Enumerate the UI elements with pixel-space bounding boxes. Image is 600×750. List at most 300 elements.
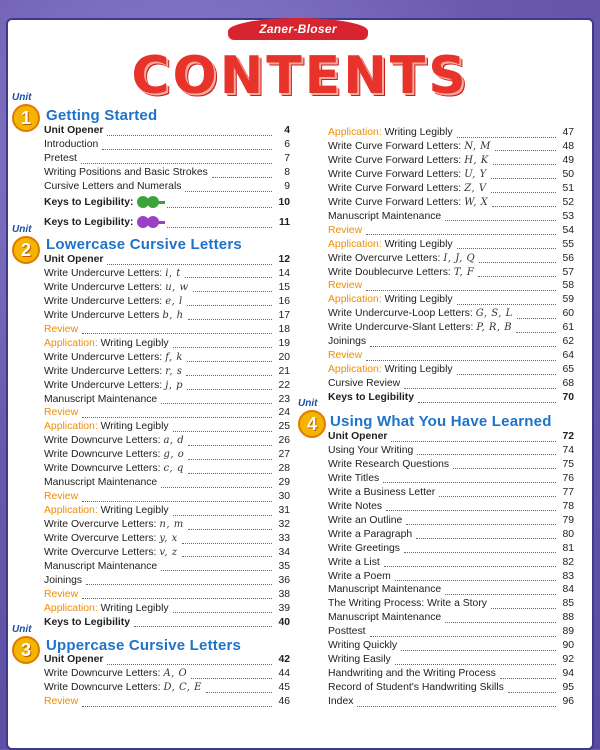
dot-leader <box>188 465 272 474</box>
entry-label: Writing Easily <box>328 654 391 666</box>
page-number: 89 <box>562 626 574 638</box>
toc-entry <box>328 458 574 472</box>
cursive-letters: W, X <box>464 196 489 208</box>
entry-title <box>44 588 78 602</box>
dot-leader <box>404 544 556 553</box>
purple-keys-icon <box>137 216 163 228</box>
toc-entry <box>44 166 290 180</box>
dot-leader <box>395 572 556 581</box>
page-number: 68 <box>562 378 574 390</box>
entry-title <box>44 281 189 295</box>
toc-entry <box>44 406 290 420</box>
entry-title <box>328 514 402 528</box>
entry-title <box>44 681 202 695</box>
page-number: 36 <box>278 574 290 586</box>
toc-entry <box>44 560 290 574</box>
entry-label: Review <box>44 407 79 419</box>
dot-leader <box>366 226 556 235</box>
page-number: 46 <box>278 696 290 707</box>
toc-entry <box>44 462 290 476</box>
page-number: 60 <box>562 308 574 320</box>
page-number: 15 <box>278 281 290 293</box>
cursive-letters: N, M <box>464 140 491 152</box>
toc-entry <box>328 625 574 639</box>
entry-label: Write Greetings <box>328 542 400 554</box>
toc-entry <box>328 321 574 335</box>
entry-title <box>44 490 78 504</box>
page-number: 27 <box>278 449 290 461</box>
dot-leader <box>191 670 272 679</box>
entry-title <box>44 393 157 407</box>
entry-label: Writing Positions and Basic Strokes <box>44 167 208 178</box>
entry-title <box>328 583 441 597</box>
entry-title <box>328 168 487 182</box>
toc-entry <box>44 124 290 138</box>
cursive-letters: g, o <box>163 449 185 461</box>
cursive-letters: r, s <box>165 365 183 377</box>
page-number: 92 <box>562 654 574 666</box>
cursive-letters: e, l <box>165 295 183 307</box>
entry-title <box>328 472 379 486</box>
entry-title <box>328 224 362 238</box>
page-number: 58 <box>562 280 574 292</box>
cursive-letters: D, C, E <box>163 682 202 693</box>
page-title: CONTENTS <box>131 46 469 106</box>
entry-label: Write Undercurve Letters: <box>44 351 163 363</box>
dot-leader <box>395 656 556 665</box>
toc-entry <box>44 379 290 393</box>
dot-leader <box>212 169 272 178</box>
entry-label: Write Downcurve Letters: <box>44 449 161 461</box>
toc-entry <box>44 653 290 667</box>
toc-entry <box>44 681 290 695</box>
entry-title <box>44 138 98 152</box>
entry-label: Write Curve Forward Letters: <box>328 140 462 152</box>
page-number: 14 <box>278 267 290 279</box>
entry-label: Keys to Legibility <box>44 616 131 628</box>
dot-leader <box>107 256 272 265</box>
entry-label: Keys to Legibility: <box>44 197 134 208</box>
page-number: 62 <box>562 336 574 348</box>
toc-entry <box>44 532 290 546</box>
dot-leader <box>182 535 272 544</box>
page-number: 19 <box>278 337 290 349</box>
application-tag: Application: <box>44 505 98 517</box>
dot-leader <box>508 684 556 693</box>
dot-leader <box>173 339 272 348</box>
page-number: 17 <box>278 309 290 321</box>
page-number: 11 <box>279 217 290 228</box>
entry-title <box>44 152 77 166</box>
unit-1-title: Getting Started <box>46 107 158 124</box>
entry-label: Write Research Questions <box>328 458 450 470</box>
page-number: 70 <box>562 392 574 404</box>
dot-leader <box>517 310 556 319</box>
entry-label: Writing Legibly <box>100 421 169 433</box>
entry-label: Write Notes <box>328 500 383 512</box>
entry-title <box>328 238 453 252</box>
entry-label: Writing Legibly <box>100 602 169 614</box>
dot-leader <box>479 254 556 263</box>
toc-entry <box>44 616 290 630</box>
dot-leader <box>492 198 556 207</box>
entry-label: Review <box>328 224 363 236</box>
cursive-letters: n, m <box>159 519 184 531</box>
entry-title <box>44 309 184 323</box>
toc-entry <box>44 295 290 309</box>
entry-label: Write Titles <box>328 472 380 484</box>
toc-entry <box>44 695 290 709</box>
dot-leader <box>457 366 556 375</box>
toc-entry <box>44 152 290 166</box>
dot-leader <box>185 269 272 278</box>
entry-title <box>44 667 187 681</box>
entry-title <box>44 379 183 393</box>
page-number: 64 <box>562 350 574 362</box>
entry-title <box>44 434 184 448</box>
entry-label: Writing Legibly <box>384 294 453 306</box>
entry-label: Write a Poem <box>328 570 391 582</box>
cursive-letters: j, p <box>165 379 184 391</box>
entry-title <box>328 556 380 570</box>
toc-entry <box>328 224 574 238</box>
dot-leader <box>82 590 272 599</box>
unit-1-badge: 1 <box>12 104 40 132</box>
dot-leader <box>401 642 556 651</box>
application-tag: Application: <box>44 337 98 349</box>
dot-leader <box>384 558 556 567</box>
entry-title <box>44 166 208 180</box>
page-number: 21 <box>278 365 290 377</box>
toc-entry <box>328 126 574 140</box>
entry-title <box>328 266 474 280</box>
entry-label: Write Undercurve-Slant Letters: <box>328 322 474 334</box>
page-number: 57 <box>562 266 574 278</box>
entry-label: Write Overcurve Letters: <box>328 252 441 264</box>
entry-title <box>328 252 475 266</box>
dot-leader <box>134 618 272 627</box>
entry-label: Write a Paragraph <box>328 528 413 540</box>
page-number: 24 <box>278 407 290 419</box>
page-number: 22 <box>278 379 290 391</box>
entry-label: Pretest <box>44 153 77 164</box>
page-number: 90 <box>562 640 574 652</box>
dot-leader <box>206 684 272 693</box>
dot-leader <box>445 212 556 221</box>
page-number: 54 <box>562 224 574 236</box>
entry-title <box>44 267 181 281</box>
cursive-letters: v, z <box>159 546 178 558</box>
cursive-letters: b, h <box>162 309 184 321</box>
entry-label: Write Curve Forward Letters: <box>328 182 462 194</box>
page-number: 31 <box>278 505 290 517</box>
toc-entry <box>328 611 574 625</box>
dot-leader <box>82 409 272 418</box>
entry-title <box>328 625 366 639</box>
cursive-letters: f, k <box>165 351 183 363</box>
toc-entry <box>328 667 574 681</box>
entry-title <box>328 430 387 444</box>
toc-entry <box>44 216 290 230</box>
unit-2-title: Lowercase Cursive Letters <box>46 236 242 253</box>
dot-leader <box>418 394 556 403</box>
page-number: 39 <box>278 602 290 614</box>
dot-leader <box>366 282 556 291</box>
entry-label: Write Downcurve Letters: <box>44 435 161 447</box>
page-number: 34 <box>278 546 290 558</box>
entry-label: Unit Opener <box>44 125 104 136</box>
entry-label: Write Undercurve Letters: <box>44 365 163 377</box>
toc-entry <box>44 323 290 337</box>
dot-leader <box>391 433 556 442</box>
dot-leader <box>186 367 272 376</box>
entry-label: Unit Opener <box>44 654 104 665</box>
entry-label: Write Downcurve Letters: <box>44 668 161 679</box>
entry-label: Using Your Writing <box>328 444 414 456</box>
cursive-letters: y, x <box>159 533 178 544</box>
page-number: 50 <box>562 168 574 180</box>
entry-title <box>44 448 184 462</box>
toc-entry <box>328 238 574 252</box>
entry-title <box>328 528 412 542</box>
entry-label: Joinings <box>44 574 83 586</box>
toc-entry <box>44 518 290 532</box>
key-shape <box>155 221 165 224</box>
toc-entry <box>44 281 290 295</box>
toc-entry <box>328 154 574 168</box>
dot-leader <box>102 141 272 150</box>
dot-leader <box>188 451 272 460</box>
unit-3-badge: 3 <box>12 636 40 664</box>
application-tag: Application: <box>328 127 382 138</box>
entry-label: Write Overcurve Letters: <box>44 546 157 558</box>
dot-leader <box>491 600 556 609</box>
entry-title <box>44 365 182 379</box>
dot-leader <box>370 628 556 637</box>
toc-entry <box>328 363 574 377</box>
dot-leader <box>445 614 556 623</box>
dot-leader <box>188 521 272 530</box>
entry-label: Cursive Review <box>328 378 401 390</box>
dot-leader <box>173 507 272 516</box>
unit-4-title: Using What You Have Learned <box>330 413 552 430</box>
entry-title <box>328 307 513 321</box>
page-number: 80 <box>562 528 574 540</box>
cursive-letters: a, d <box>163 435 185 447</box>
entry-title <box>328 196 488 210</box>
entry-title <box>44 602 169 616</box>
toc-entry <box>328 210 574 224</box>
entry-title <box>44 504 169 518</box>
entry-title <box>44 351 183 365</box>
toc-entry <box>44 420 290 434</box>
toc-entry <box>328 182 574 196</box>
page-number: 75 <box>562 458 574 470</box>
page-number: 7 <box>284 153 290 164</box>
toc-entry <box>44 351 290 365</box>
dot-leader <box>193 283 272 292</box>
page-number: 9 <box>284 181 290 192</box>
application-tag: Application: <box>328 238 382 250</box>
toc-entry <box>44 138 290 152</box>
page-number: 78 <box>562 500 574 512</box>
page-number: 44 <box>278 668 290 679</box>
dot-leader <box>366 352 556 361</box>
entry-title <box>44 180 181 194</box>
entry-label: Review <box>328 350 363 362</box>
entry-label: Manuscript Maintenance <box>328 584 442 596</box>
entry-label: Writing Legibly <box>384 364 453 376</box>
dot-leader <box>516 324 556 333</box>
page-number: 4 <box>284 125 290 136</box>
entry-title <box>44 546 178 560</box>
dot-leader <box>500 670 556 679</box>
toc-entry <box>44 490 290 504</box>
toc-entry <box>328 140 574 154</box>
cursive-letters: I, J, Q <box>443 252 476 264</box>
entry-title <box>328 486 435 500</box>
page-number: 83 <box>562 570 574 582</box>
page-number: 18 <box>278 323 290 335</box>
entry-label: Write an Outline <box>328 514 403 526</box>
page-number: 16 <box>278 295 290 307</box>
entry-title <box>44 518 184 532</box>
page-number: 59 <box>562 294 574 306</box>
entry-title <box>328 500 382 514</box>
toc-entry <box>44 180 290 194</box>
page-number: 65 <box>562 364 574 376</box>
entry-label: Write Curve Forward Letters: <box>328 196 462 208</box>
toc-entry <box>44 448 290 462</box>
toc-entry <box>44 196 290 210</box>
dot-leader <box>457 129 556 138</box>
dot-leader <box>82 698 272 707</box>
entry-title <box>328 140 491 154</box>
entry-title <box>328 611 441 625</box>
toc-entry <box>328 570 574 584</box>
dot-leader <box>107 127 272 136</box>
page-number: 12 <box>278 254 290 265</box>
dot-leader <box>357 698 556 707</box>
entry-title <box>44 462 184 476</box>
entry-title <box>44 323 78 337</box>
toc-entry <box>328 391 574 405</box>
dot-leader <box>478 268 556 277</box>
page-number: 72 <box>562 431 574 442</box>
entry-title <box>328 154 489 168</box>
cursive-letters: G, S, L <box>475 308 513 320</box>
entry-label: Write Curve Forward Letters: <box>328 154 462 166</box>
page-number: 20 <box>278 351 290 363</box>
toc-entry <box>44 337 290 351</box>
dot-leader <box>187 353 272 362</box>
entry-label: Review <box>44 588 79 600</box>
toc-entry <box>44 667 290 681</box>
dot-leader <box>107 656 272 665</box>
page-number: 79 <box>562 514 574 526</box>
entry-title <box>328 681 504 695</box>
page-number: 96 <box>562 696 574 708</box>
application-tag: Application: <box>328 294 382 306</box>
dot-leader <box>161 562 272 571</box>
dot-leader <box>439 488 556 497</box>
page-number: 25 <box>278 421 290 433</box>
dot-leader <box>457 296 556 305</box>
key-shape <box>155 201 165 204</box>
page-number: 42 <box>278 654 290 665</box>
entry-label: Keys to Legibility: <box>44 217 134 228</box>
entry-title <box>44 216 163 230</box>
toc-entry <box>44 574 290 588</box>
page-number: 51 <box>562 182 574 194</box>
page-number: 48 <box>562 140 574 152</box>
entry-title <box>328 349 362 363</box>
page-number: 47 <box>562 127 574 138</box>
toc-entry <box>328 597 574 611</box>
cursive-letters: U, Y <box>464 168 487 180</box>
toc-entry <box>44 434 290 448</box>
dot-leader <box>491 184 556 193</box>
toc-entry <box>328 653 574 667</box>
toc-entry <box>328 556 574 570</box>
entry-label: Write a Business Letter <box>328 486 436 498</box>
cursive-letters: T, F <box>453 266 475 278</box>
dot-leader <box>383 474 556 483</box>
toc-entry <box>44 476 290 490</box>
entry-title <box>328 293 453 307</box>
toc-entry <box>328 377 574 391</box>
entry-title <box>328 695 353 709</box>
entry-label: Introduction <box>44 139 99 150</box>
entry-label: Writing Legibly <box>100 505 169 517</box>
dot-leader <box>370 338 556 347</box>
toc-entry <box>328 307 574 321</box>
toc-entry <box>44 602 290 616</box>
dot-leader <box>185 183 272 192</box>
toc-entry <box>44 309 290 323</box>
entry-label: Unit Opener <box>328 431 388 442</box>
entry-label: Write Undercurve Letters: <box>44 281 163 293</box>
entry-title <box>328 279 362 293</box>
dot-leader <box>173 604 272 613</box>
dot-leader <box>173 423 272 432</box>
entry-title <box>44 695 78 709</box>
dot-leader <box>188 311 272 320</box>
entry-title <box>44 560 157 574</box>
entry-title <box>328 182 487 196</box>
entry-title <box>328 444 413 458</box>
dot-leader <box>167 219 273 228</box>
cursive-letters: H, K <box>464 154 489 166</box>
dot-leader <box>406 516 556 525</box>
entry-label: Review <box>44 696 79 707</box>
entry-title <box>328 363 453 377</box>
toc-entry <box>328 444 574 458</box>
entry-label: Posttest <box>328 626 366 638</box>
dot-leader <box>82 325 272 334</box>
page-number: 33 <box>278 533 290 544</box>
page-number: 53 <box>562 210 574 222</box>
entry-title <box>328 542 400 556</box>
application-tag: Application: <box>328 364 382 376</box>
toc-entry <box>328 349 574 363</box>
dot-leader <box>457 240 556 249</box>
entry-label: Manuscript Maintenance <box>328 612 442 624</box>
entry-label: Joinings <box>328 336 367 348</box>
application-tag: Application: <box>44 602 98 614</box>
toc-entry <box>44 504 290 518</box>
page-number: 35 <box>278 560 290 572</box>
